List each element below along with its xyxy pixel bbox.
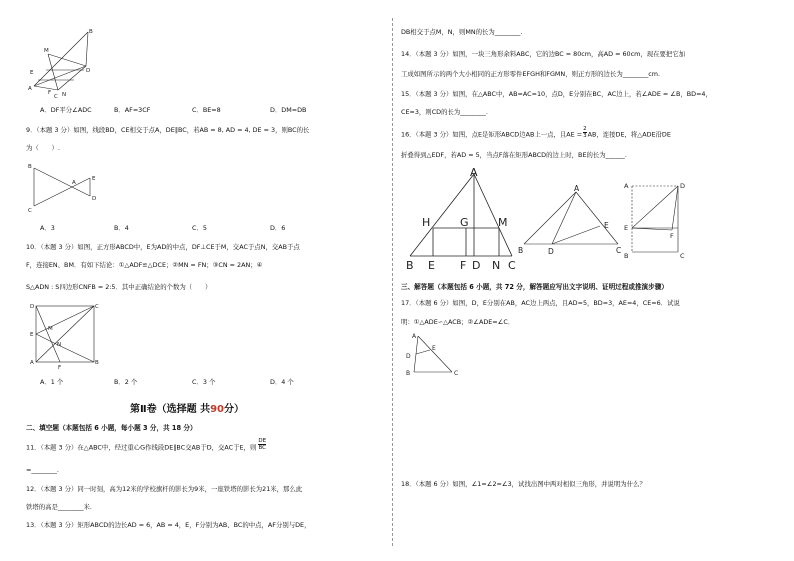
q9-label-A: A bbox=[72, 180, 76, 186]
section-2-heading: 二、填空题（本题包括 6 小题，每小题 3 分，共 18 分） bbox=[26, 424, 197, 432]
q16-text-b: AB，连接DE，将△ADE沿DE bbox=[587, 130, 671, 139]
volume-2-prefix: 第Ⅱ卷（选择题 共 bbox=[130, 404, 211, 415]
q11-stem-line2: =________. bbox=[26, 466, 59, 474]
q9-option-c: C．5 bbox=[192, 224, 207, 232]
q11-text: 11．（本题 3 分）在△ABC中，经过重心G作线段DE∥BC交AB于D，交AC于E，则 bbox=[26, 443, 257, 452]
q10-label-A: A bbox=[30, 360, 34, 366]
q8-label-M: M bbox=[44, 48, 49, 54]
q10-option-d: D．4 个 bbox=[270, 378, 294, 386]
q8-label-N: N bbox=[62, 92, 67, 98]
q14-label-A: A bbox=[470, 166, 478, 179]
q10-option-a: A．1 个 bbox=[40, 378, 64, 386]
q16-stem-line2: 折叠得到△EDF，若AD = 5，当点F落在矩形ABCD的边上时，BE的长为______. bbox=[401, 151, 627, 159]
q15-stem-line2: CE=3，则CD的长为________. bbox=[401, 108, 488, 116]
q16-label-C: C bbox=[680, 252, 685, 260]
q9-stem-line1: 9．（本题 3 分）如图，线段BD，CE相交于点A，DE∥BC，若AB = 8, AD = 4, DE = 3，则BC的长 bbox=[26, 126, 310, 134]
q9-stem-line2: 为（ ）. bbox=[26, 144, 60, 152]
q17-label-D: D bbox=[406, 353, 411, 360]
q16-label-E: E bbox=[624, 224, 629, 232]
q15-figure bbox=[516, 184, 629, 260]
q8-label-C: C bbox=[54, 94, 58, 100]
q8-label-E: E bbox=[30, 70, 34, 76]
q9-option-d: D．6 bbox=[270, 224, 286, 232]
q17-label-A: A bbox=[412, 333, 417, 340]
q9-label-B: B bbox=[28, 164, 32, 170]
q17-label-E: E bbox=[432, 345, 436, 352]
q12-stem-line2: 铁塔的高是________米. bbox=[26, 503, 92, 511]
q8-option-c: C．BE=8 bbox=[192, 106, 221, 114]
q17-stem-line1: 17．（本题 6 分）如图，D，E分别在AB，AC边上两点，且AD=5，BD=3，AE=4，CE=6．试说 bbox=[401, 299, 680, 307]
q15-label-D: D bbox=[548, 247, 554, 256]
q8-label-A: A bbox=[28, 86, 32, 92]
q14-label-G: G bbox=[460, 216, 469, 229]
q16-fraction bbox=[583, 126, 587, 139]
q14-label-F: F bbox=[460, 259, 467, 272]
q14-figure bbox=[400, 166, 526, 274]
q8-option-b: B．AF=3CF bbox=[114, 106, 151, 114]
q10-label-E: E bbox=[30, 332, 34, 338]
q10-option-c: C．3 个 bbox=[192, 378, 216, 386]
q13-stem-line1: 13．（本题 3 分）矩形ABCD的边长AD = 6，AB = 4，E，F分别为AB、BC的中点，AF分别与DE， bbox=[26, 521, 311, 529]
q14-label-E: E bbox=[428, 259, 435, 272]
q10-stem-line1: 10．（本题 3 分）如图，正方形ABCD中，E为AD的中点，DF⊥CE于M，交AC于点N，交AB于点 bbox=[26, 243, 300, 251]
q14-label-D: D bbox=[472, 259, 481, 272]
q17-label-B: B bbox=[406, 370, 411, 377]
q10-stem-line2: F，连接EN、BM．有如下结论：①△ADF≌△DCE；②MN = FN；③CN = 2AN；④ bbox=[26, 261, 263, 269]
q10-label-M: M bbox=[48, 326, 53, 332]
volume-2-score: 90 bbox=[210, 404, 224, 415]
q16-label-D: D bbox=[680, 182, 686, 190]
q16-label-A: A bbox=[624, 182, 629, 190]
q14-label-C: C bbox=[508, 259, 516, 272]
q8-label-B: B bbox=[89, 29, 93, 35]
q8-option-d: D．DM=DB bbox=[270, 106, 307, 114]
q15-label-C: C bbox=[616, 246, 622, 255]
q16-label-B: B bbox=[624, 252, 629, 260]
q17-figure bbox=[404, 332, 464, 378]
q15-label-B: B bbox=[518, 246, 524, 255]
q11-frac-den: BC bbox=[258, 445, 266, 451]
q16-frac-num: 2 bbox=[583, 126, 587, 132]
q14-stem-line1: 14．（本题 3 分）如图，一块三角形余料ABC，它的边BC = 80cm，高AD = 60cm，现在要把它加 bbox=[401, 50, 686, 58]
q8-option-a: A．DF平分∠ADC bbox=[40, 106, 92, 114]
q15-stem-line1: 15．（本题 3 分）如图，在△ABC中，AB=AC=10，点D，E分别在BC，AC边上，若∠ADE = ∠B，BD=4， bbox=[401, 90, 712, 98]
q9-label-C: C bbox=[28, 208, 32, 214]
q10-label-N: N bbox=[57, 342, 62, 348]
q10-label-D: D bbox=[30, 304, 35, 310]
q16-frac-den: 3 bbox=[583, 133, 587, 139]
volume-2-heading bbox=[130, 400, 244, 415]
q8-figure bbox=[28, 28, 100, 102]
q14-stem-line2: 工成如图所示的两个大小相同的正方形零件EFGH和FGMN，则正方形的边长为________cm. bbox=[401, 70, 661, 78]
q10-label-C: C bbox=[95, 304, 99, 310]
q10-option-b: B．2 个 bbox=[114, 378, 138, 386]
q10-stem-line3: S△ADN : S四边形CNFB = 2:5．其中正确结论的个数为（ ） bbox=[26, 283, 212, 291]
q14-label-H: H bbox=[422, 216, 431, 229]
q11-frac-num: DE bbox=[258, 438, 267, 444]
q11-fraction bbox=[258, 438, 266, 451]
q10-label-F: F bbox=[58, 365, 62, 370]
q17-stem-line2: 明：①△ADE∽△ACB；②∠ADE=∠C． bbox=[401, 318, 515, 326]
q14-label-M: M bbox=[498, 216, 508, 229]
q9-option-a: A．3 bbox=[40, 224, 55, 232]
q18-stem-line1: 18．（本题 6 分）如图，∠1=∠2=∠3，试找出图中两对相似三角形，并说明为什么？ bbox=[401, 480, 646, 488]
q8-label-F: F bbox=[48, 90, 52, 96]
q9-label-D: D bbox=[92, 196, 97, 202]
q13-stem-line2: DB相交于点M，N，则MN的长为________. bbox=[401, 28, 523, 36]
q8-label-D: D bbox=[86, 68, 91, 74]
column-divider bbox=[392, 18, 393, 546]
q12-stem-line1: 12．（本题 3 分）同一时刻，高为12米的学校旗杆的影长为9米，一座铁塔的影长为21米，那么此 bbox=[26, 485, 303, 493]
q10-label-B: B bbox=[95, 360, 99, 366]
q17-label-C: C bbox=[454, 370, 459, 377]
q16-label-F: F bbox=[670, 232, 674, 240]
q15-label-A: A bbox=[574, 184, 580, 193]
q10-figure bbox=[28, 300, 100, 370]
q14-label-N: N bbox=[492, 259, 501, 272]
q14-label-B: B bbox=[406, 259, 414, 272]
q9-option-b: B．4 bbox=[114, 224, 129, 232]
q16-stem-line1 bbox=[401, 128, 671, 141]
q16-text-a: 16．（本题 3 分）如图，点E是矩形ABCD边AB上一点，且AE = bbox=[401, 130, 583, 139]
q9-figure bbox=[26, 160, 106, 216]
q11-stem-line1 bbox=[26, 438, 267, 454]
volume-2-suffix: 分） bbox=[224, 404, 244, 415]
q16-figure bbox=[618, 178, 692, 262]
q9-label-E: E bbox=[92, 176, 96, 182]
section-3-heading: 三、解答题（本题包括 6 小题，共 72 分，解答题应写出文字说明、证明过程或推演步骤） bbox=[401, 283, 668, 291]
q15-label-E: E bbox=[604, 221, 609, 230]
